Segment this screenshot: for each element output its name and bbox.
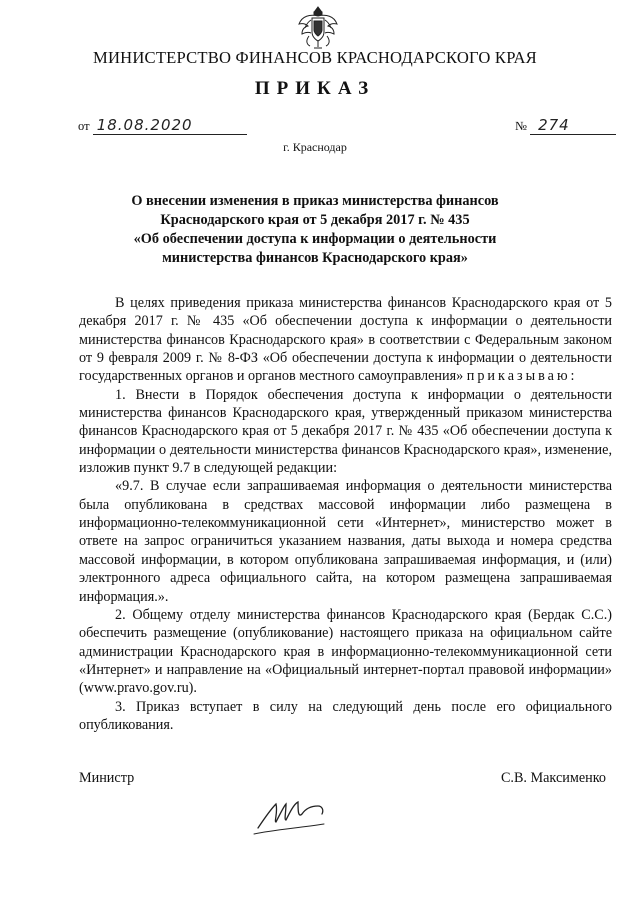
document-type-title: ПРИКАЗ [254, 78, 376, 99]
item-2-paragraph: 2. Общему отделу министерства финансов Краснодарского края (Бердак С.С.) обеспечить размещение (опубликование) настоящего приказа на официальном сайте администрации Краснодарского края в информационно-телекоммуникационной сети «Интернет» и направление на «Официальный интернет-портал правовой информации» (www.pravo.gov.ru). [79, 606, 612, 697]
subject-line: министерства финансов Краснодарского края» [162, 250, 468, 266]
order-subject [60, 192, 570, 268]
ministry-name: МИНИСТЕРСТВО ФИНАНСОВ КРАСНОДАРСКОГО КРАЯ [93, 48, 537, 67]
signatory-role: Министр [79, 770, 135, 786]
preamble-paragraph [79, 294, 612, 386]
city: г. Краснодар [283, 140, 347, 154]
item-1-quote-paragraph: «9.7. В случае если запрашиваемая информация о деятельности министерства была опубликована в средствах массовой информации либо размещена в информационно-телекоммуникационной сети «Интернет», министерство может в ответе на запрос ограничиться указанием названия, даты выхода и номера средства массовой информации, в котором опубликована запрашиваемая информация, и (или) электронного адреса официального сайта, на котором размещена запрашиваемая информация.». [79, 478, 612, 605]
date-underline [93, 118, 247, 135]
date-prefix: от [78, 119, 90, 133]
order-date [78, 118, 247, 135]
subject-line: Краснодарского края от 5 декабря 2017 г. № 435 [160, 212, 470, 228]
signatory-name: С.В. Максименко [500, 770, 606, 786]
item-1-paragraph: 1. Внести в Порядок обеспечения доступа к информации о деятельности министерства финансов Краснодарского края, утвержденный приказом министерства финансов Краснодарского края от 5 декабря 2017 г. № 435 «Об обеспечении доступа к информации о деятельности министерства финансов Краснодарского края», изменение, изложив пункт 9.7 в следующей редакции: [79, 386, 612, 477]
order-number [515, 118, 616, 135]
number-prefix: № [515, 119, 527, 133]
order-body [79, 294, 612, 734]
number-value: 274 [538, 116, 570, 134]
subject-line: О внесении изменения в приказ министерства финансов [131, 193, 499, 209]
coat-of-arms-icon [296, 4, 340, 50]
item-3-paragraph: 3. Приказ вступает в силу на следующий день после его официального опубликования. [79, 698, 612, 733]
order-verb: приказываю: [466, 368, 578, 385]
date-value: 18.08.2020 [96, 116, 193, 134]
subject-line: «Об обеспечении доступа к информации о деятельности [133, 231, 497, 247]
handwritten-signature [252, 778, 352, 838]
number-underline [530, 118, 616, 135]
preamble-text: В целях приведения приказа министерства финансов Краснодарского края от 5 декабря 2017 г. № 435 «Об обеспечении доступа к информации о деятельности министерства финансов Краснодарского края» в соответствии с Федеральным законом от 9 февраля 2009 г. № 8-ФЗ «Об обеспечении доступа к информации о деятельности государственных органов и органов местного самоуправления» [79, 295, 612, 385]
